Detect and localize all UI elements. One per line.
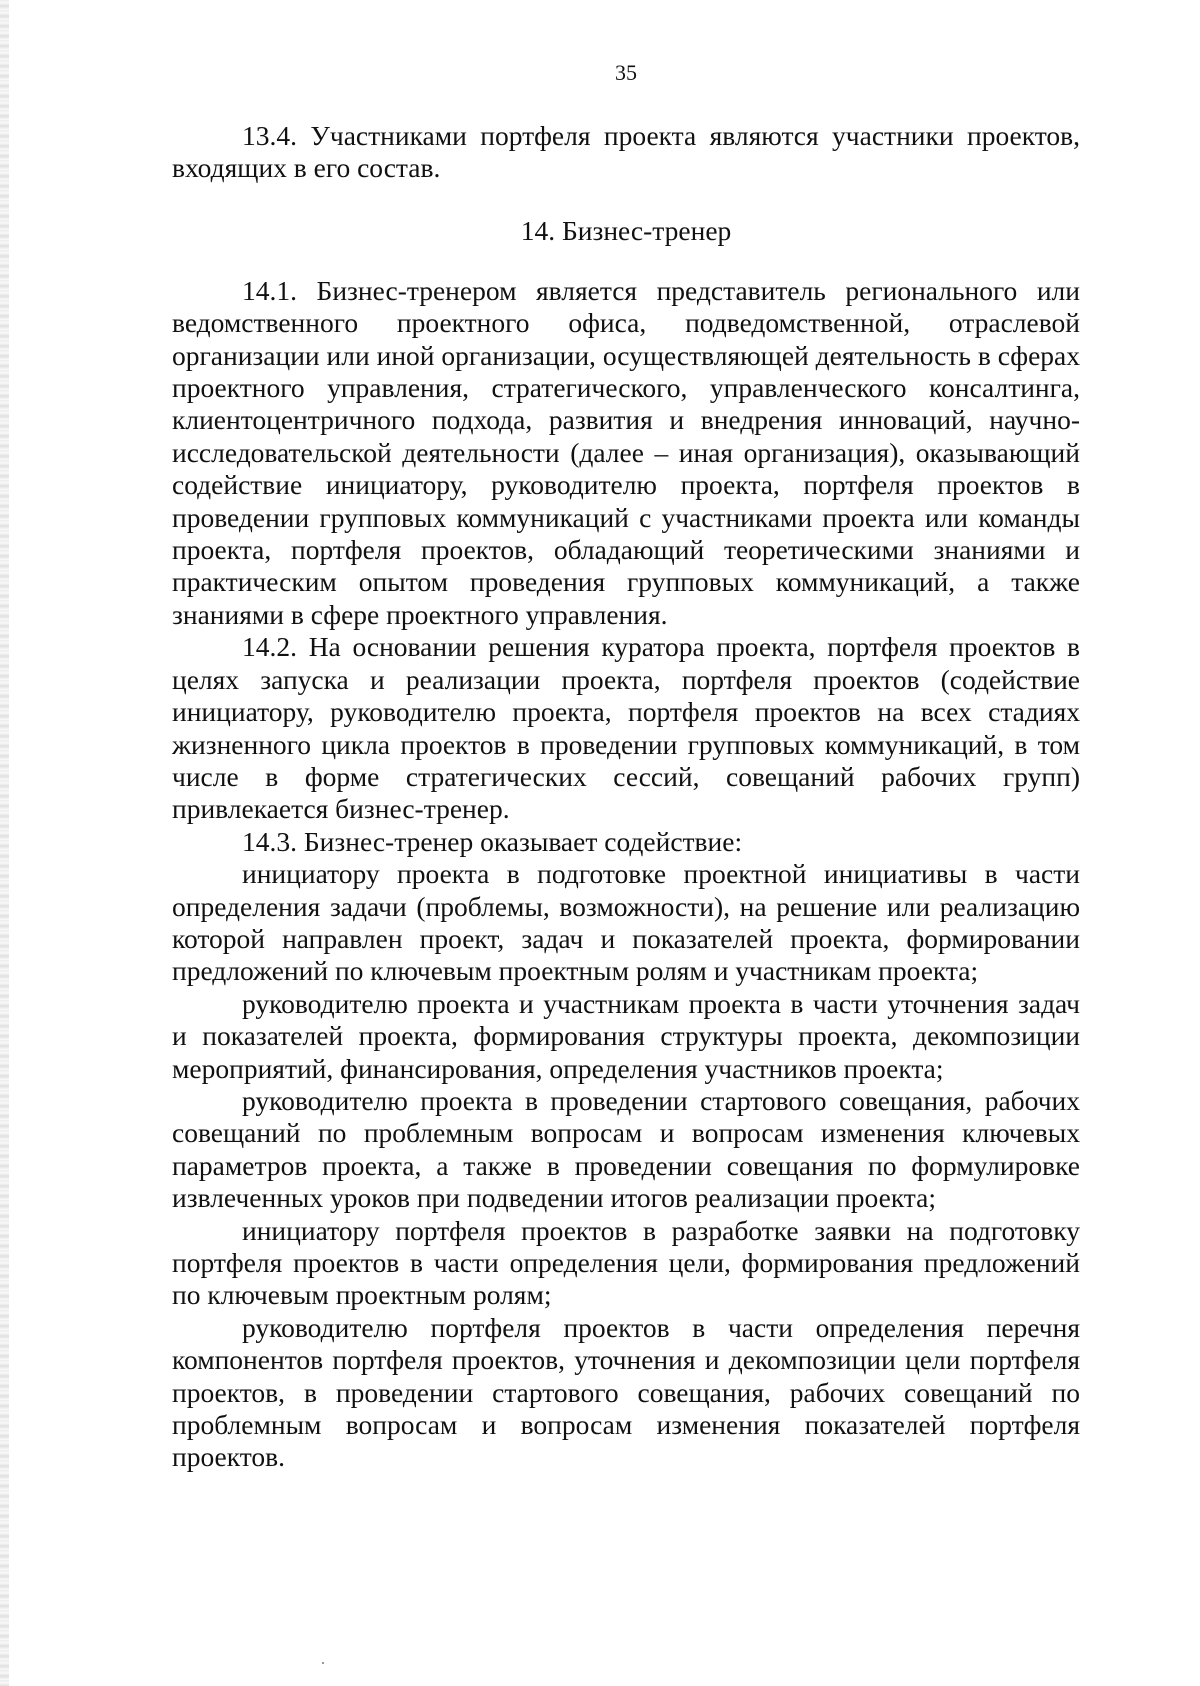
list-item-initiator-portfolio: инициатору портфеля проектов в разработке заявки на подготовку портфеля проектов в части определения цели, формирования предложений по ключевым проектным ролям; bbox=[172, 1214, 1080, 1311]
paragraph-14-2: 14.2. На основании решения куратора проекта, портфеля проектов в целях запуска и реализации проекта, портфеля проектов (содействие инициатору, руководителю проекта, портфеля проектов на всех стадиях жизненного цикла проектов в проведении групповых коммуникаций, в том числе в форме стратегических сессий, совещаний рабочих групп) привлекается бизнес-тренер. bbox=[172, 631, 1080, 825]
list-item-manager-meetings: руководителю проекта в проведении стартового совещания, рабочих совещаний по проблемным вопросам и вопросам изменения ключевых параметров проекта, а также в проведении совещания по формулировке извлеченных уроков при подведении итогов реализации проекта; bbox=[172, 1084, 1080, 1214]
paragraph-14-3: 14.3. Бизнес-тренер оказывает содействие: bbox=[242, 825, 743, 857]
document-page bbox=[172, 58, 1080, 1474]
scan-dot-artifact bbox=[322, 1662, 324, 1664]
paragraph-13-4: 13.4. Участниками портфеля проекта являются участники проектов, входящих в его состав. bbox=[172, 120, 1080, 184]
list-item-initiator-project: инициатору проекта в подготовке проектной инициативы в части определения задачи (проблемы, возможности), на решение или реализацию которой направлен проект, задач и показателей проекта, формировании предложений по ключевым проектным ролям и участникам проекта; bbox=[172, 858, 1080, 987]
list-item-manager-participants: руководителю проекта и участникам проекта в части уточнения задач и показателей проекта, формирования структуры проекта, декомпозиции мероприятий, финансирования, определения участников проекта; bbox=[172, 987, 1080, 1084]
page-number: 35 bbox=[615, 60, 637, 85]
paragraph-14-1: 14.1. Бизнес-тренером является представитель регионального или ведомственного проектного офиса, подведомственной, отраслевой организации или иной организации, осуществляющей деятельность в сферах проектного управления, стратегического, управленческого консалтинга, клиентоцентричного подхода, развития и внедрения инноваций, научно-исследовательской деятельности (далее – иная организация), оказывающий содействие инициатору, руководителю проекта, портфеля проектов в проведении групповых коммуникаций с участниками проекта или команды проекта, портфеля проектов, обладающий теоретическими знаниями и практическим опытом проведения групповых коммуникаций, а также знаниями в сфере проектного управления. bbox=[172, 274, 1080, 630]
section-heading: 14. Бизнес-тренер bbox=[520, 214, 732, 246]
scan-margin-artifact bbox=[0, 0, 9, 1686]
list-item-portfolio-manager: руководителю портфеля проектов в части определения перечня компонентов портфеля проектов, уточнения и декомпозиции цели портфеля проектов, в проведении стартового совещания, рабочих совещаний по проблемным вопросам и вопросам изменения показателей портфеля проектов. bbox=[172, 1311, 1080, 1473]
